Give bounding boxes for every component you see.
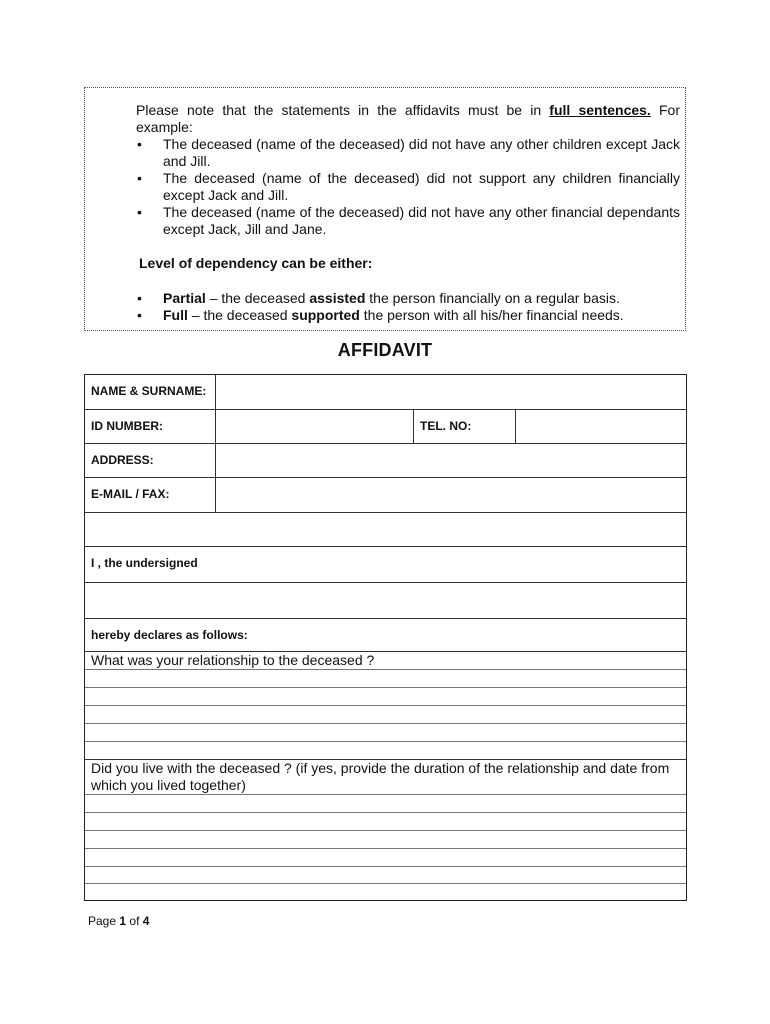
note-intro-text: Please note that the statements in the affidavits must be in bbox=[136, 102, 550, 118]
answer-line bbox=[85, 669, 686, 670]
page-current: 1 bbox=[119, 914, 127, 928]
undersigned-label: I , the undersigned bbox=[91, 556, 198, 570]
instruction-note-box bbox=[84, 87, 686, 331]
name-surname-field[interactable] bbox=[216, 375, 686, 409]
tel-no-field[interactable] bbox=[516, 410, 686, 443]
affidavit-form bbox=[84, 374, 687, 901]
dependency-list bbox=[136, 290, 680, 324]
answer-line[interactable] bbox=[85, 741, 686, 742]
id-number-label: ID NUMBER: bbox=[91, 419, 163, 433]
question-lived-with: Did you live with the deceased ? (if yes, provide the duration of the relationship and date from which you lived together) bbox=[91, 760, 670, 793]
dependency-item-full bbox=[136, 307, 680, 324]
note-intro-suffix: For example: bbox=[136, 102, 680, 135]
example-item: • The deceased (name of the deceased) did not support any children financially except Jack and Jill. bbox=[136, 170, 680, 204]
dependency-text: the person financially on a regular basis. bbox=[365, 290, 620, 306]
dependency-term: Partial bbox=[163, 290, 206, 306]
dependency-keyword: assisted bbox=[309, 290, 366, 306]
answer-line[interactable] bbox=[85, 705, 686, 706]
name-surname-label: NAME & SURNAME: bbox=[91, 384, 207, 398]
answer-line[interactable] bbox=[85, 812, 686, 813]
dependency-keyword: supported bbox=[291, 307, 360, 323]
email-fax-field[interactable] bbox=[216, 478, 686, 512]
dependency-text: – the deceased bbox=[205, 290, 310, 306]
address-field[interactable] bbox=[216, 444, 686, 477]
answer-line[interactable] bbox=[85, 830, 686, 831]
of-word: of bbox=[129, 914, 140, 928]
instruction-note-content bbox=[136, 102, 680, 324]
answer-line bbox=[85, 794, 686, 795]
document-title: AFFIDAVIT bbox=[337, 340, 433, 360]
blank-row[interactable] bbox=[85, 513, 686, 546]
tel-no-label: TEL. NO: bbox=[420, 419, 472, 433]
answer-line[interactable] bbox=[85, 848, 686, 849]
note-intro bbox=[136, 102, 680, 136]
page-word: Page bbox=[88, 914, 117, 928]
dependency-text: the person with all his/her financial needs. bbox=[359, 307, 624, 323]
row-divider bbox=[85, 546, 686, 547]
dependency-term: Full bbox=[163, 307, 188, 323]
example-list bbox=[136, 136, 680, 238]
example-item: • The deceased (name of the deceased) did not have any other children except Jack and Jill. bbox=[136, 136, 680, 170]
column-divider bbox=[413, 409, 414, 443]
undersigned-name-field[interactable] bbox=[85, 583, 686, 618]
id-number-field[interactable] bbox=[216, 410, 412, 443]
answer-line[interactable] bbox=[85, 687, 686, 688]
row-divider bbox=[85, 618, 686, 619]
dependency-text: – the deceased bbox=[187, 307, 292, 323]
example-item: • The deceased (name of the deceased) did not have any other financial dependants except Jack, Jill and Jane. bbox=[136, 204, 680, 238]
page-total: 4 bbox=[142, 914, 150, 928]
declares-label: hereby declares as follows: bbox=[91, 628, 248, 642]
address-label: ADDRESS: bbox=[91, 453, 154, 467]
question-relationship: What was your relationship to the deceased ? bbox=[91, 652, 375, 668]
answer-line[interactable] bbox=[85, 723, 686, 724]
answer-line[interactable] bbox=[85, 883, 686, 884]
note-intro-emphasis: full sentences. bbox=[549, 102, 651, 118]
dependency-heading: Level of dependency can be either: bbox=[139, 255, 373, 271]
answer-line[interactable] bbox=[85, 866, 686, 867]
page-footer bbox=[88, 914, 149, 928]
email-fax-label: E-MAIL / FAX: bbox=[91, 487, 170, 501]
dependency-item-partial bbox=[136, 290, 680, 307]
